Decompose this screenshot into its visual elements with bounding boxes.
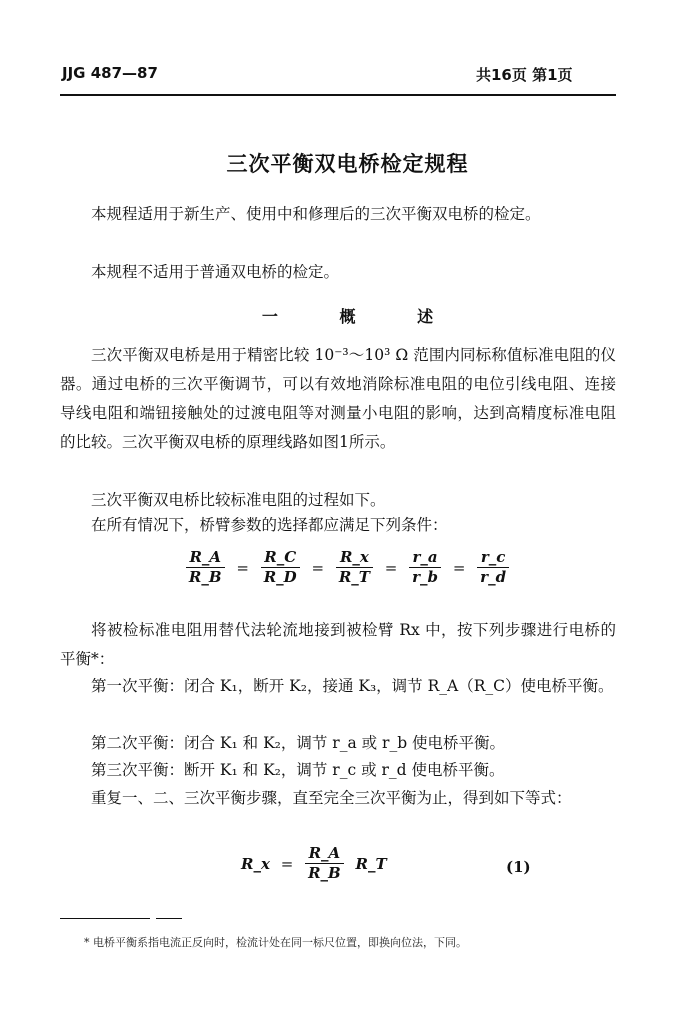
numerator: r_a <box>412 548 438 566</box>
equation-number: (1) <box>506 858 531 876</box>
equation-lhs: R_x <box>241 854 270 873</box>
condition-intro: 在所有情况下，桥臂参数的选择都应满足下列条件： <box>91 516 448 534</box>
process-intro: 三次平衡双电桥比较标准电阻的过程如下。 <box>91 491 386 509</box>
equals-sign: = <box>452 558 466 577</box>
equation-tail: R_T <box>355 854 387 873</box>
numerator: R_x <box>339 548 369 566</box>
intro-paragraph-2: 本规程不适用于普通双电桥的检定。 <box>91 263 340 281</box>
footnote-rule <box>60 918 150 919</box>
numerator: R_A <box>308 844 341 862</box>
procedure-paragraph: 将被检标准电阻用替代法轮流地接到被检臂 Rx 中，按下列步骤进行电桥的平衡*： <box>60 621 616 668</box>
balance-step-1: 第一次平衡：闭合 K₁，断开 K₂，接通 K₃，调节 R_A（R_C）使电桥平衡。 <box>91 677 614 695</box>
section-heading: 一 概 述 <box>261 307 462 326</box>
numerator: R_A <box>189 548 222 566</box>
footnote-rule-short <box>156 918 182 919</box>
fraction-ra-rb-small <box>409 548 441 587</box>
repeat-paragraph: 重复一、二、三次平衡步骤，直至完全三次平衡为止，得到如下等式： <box>91 789 572 807</box>
document-title: 三次平衡双电桥检定规程 <box>226 151 469 176</box>
denominator: R_T <box>338 568 370 586</box>
footnote: * 电桥平衡系指电流正反向时，检流计处在同一标尺位置，即换向位法，下同。 <box>84 936 467 949</box>
fraction-ra-rb <box>305 844 344 883</box>
numerator: R_C <box>264 548 297 566</box>
header-rule <box>60 94 616 96</box>
fraction-rx-rt <box>336 548 373 587</box>
fraction-rc-rd-small <box>477 548 509 587</box>
numerator: r_c <box>480 548 506 566</box>
denominator: R_B <box>308 864 341 882</box>
doc-code: JJG 487—87 <box>62 64 158 82</box>
denominator: r_d <box>480 568 507 586</box>
fraction-rc-rd <box>261 548 300 587</box>
overview-paragraph: 三次平衡双电桥是用于精密比较 10⁻³～10³ Ω 范围内同标称值标准电阻的仪器。通过电桥的三次平衡调节，可以有效地消除标准电阻的电位引线电阻、连接导线电阻和端钮接触处的过渡电阻等对测量小电阻的影响，达到高精度标准电阻的比较。三次平衡双电桥的原理线路如图1所示。 <box>60 346 616 451</box>
balance-step-2: 第二次平衡：闭合 K₁ 和 K₂，调节 r_a 或 r_b 使电桥平衡。 <box>91 734 506 752</box>
ratio-equation <box>0 548 695 587</box>
denominator: R_D <box>263 568 297 586</box>
fraction-ra-rb <box>186 548 225 587</box>
denominator: R_B <box>188 568 222 586</box>
equals-sign: = <box>280 854 294 873</box>
equals-sign: = <box>236 558 249 577</box>
equals-sign: = <box>384 558 398 577</box>
intro-paragraph-1: 本规程适用于新生产、使用中和修理后的三次平衡双电桥的检定。 <box>91 205 541 223</box>
balance-step-3: 第三次平衡：断开 K₁ 和 K₂，调节 r_c 或 r_d 使电桥平衡。 <box>91 761 505 779</box>
page-number: 共16页 第1页 <box>476 66 573 84</box>
equation-1 <box>238 844 390 883</box>
denominator: r_b <box>412 568 439 586</box>
equals-sign: = <box>311 558 325 577</box>
